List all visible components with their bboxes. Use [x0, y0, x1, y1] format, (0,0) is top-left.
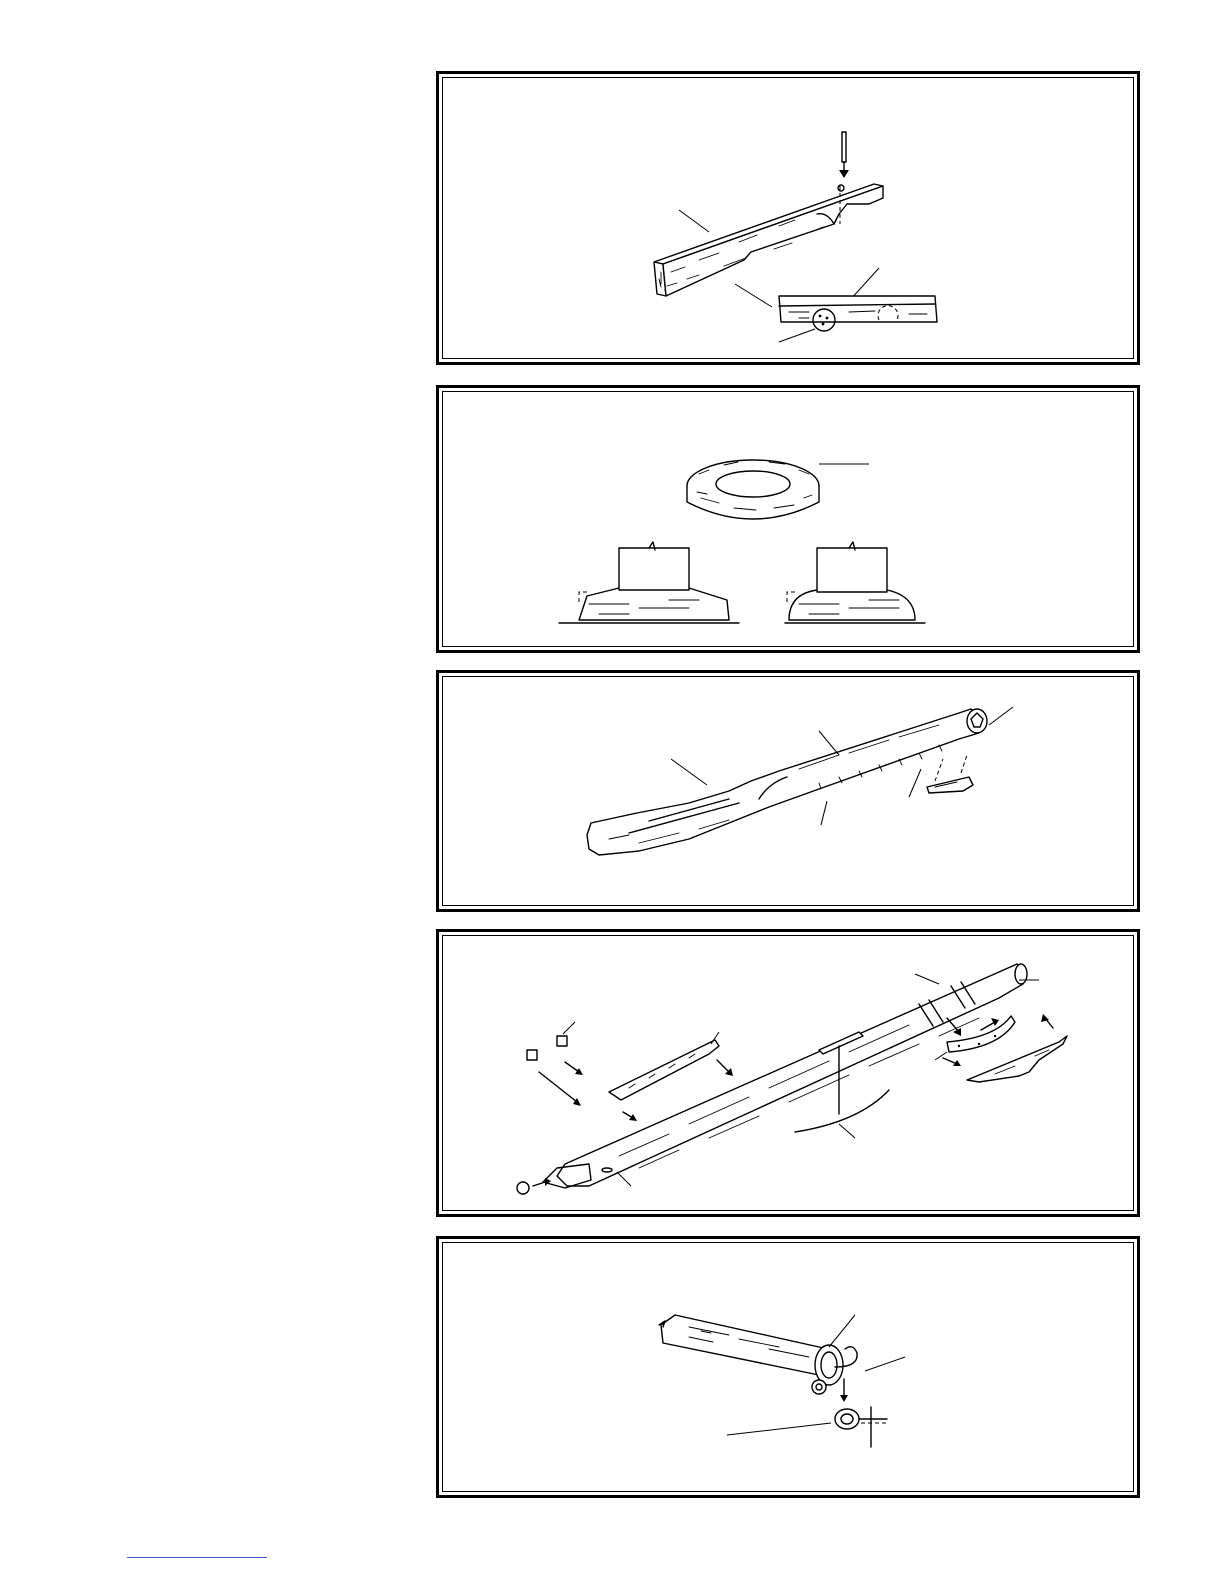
- arrow-down-icon: [839, 170, 849, 178]
- pin-icon: [842, 132, 846, 162]
- leader-line: [821, 801, 827, 825]
- arrow-icons: [533, 1014, 1053, 1186]
- hook-icon: [835, 1347, 857, 1367]
- leader-line: [909, 769, 921, 797]
- tongue-assembly-illustration: [439, 932, 1137, 1214]
- leader-line: [711, 1032, 719, 1044]
- leader-line: [727, 1423, 831, 1435]
- figure-panel-tongue: [436, 670, 1140, 912]
- leader-line: [735, 284, 772, 307]
- figure-panel-axletree: [436, 71, 1140, 365]
- tongue-illustration: [439, 673, 1137, 909]
- plate-icon: [557, 1036, 567, 1046]
- figure-panel-washer-ring: [436, 385, 1140, 653]
- leader-line: [839, 1124, 855, 1138]
- leader-line: [989, 707, 1013, 725]
- figure-panel-tongue-assembly: [436, 929, 1140, 1217]
- washer-ring-illustration: [439, 388, 1137, 650]
- leader-line: [915, 974, 939, 984]
- tongue-end-hook-illustration: [439, 1239, 1137, 1495]
- leader-line: [819, 731, 839, 755]
- leader-line: [935, 1052, 947, 1060]
- leader-line: [671, 759, 707, 785]
- leader-line: [829, 1315, 855, 1347]
- axletree-illustration: [439, 74, 1137, 362]
- clip-icon: [517, 1182, 529, 1194]
- footnote-rule: [127, 1557, 267, 1558]
- leader-line: [563, 1022, 575, 1034]
- ring-icon: [835, 1409, 859, 1429]
- leader-line: [679, 210, 709, 232]
- eye-bolt-icon: [812, 1380, 826, 1394]
- leader-line: [617, 1172, 631, 1186]
- arrow-down-icon: [840, 1395, 848, 1402]
- figure-panel-tongue-end-hook: [436, 1236, 1140, 1498]
- leader-line: [865, 1357, 905, 1371]
- plate-icon: [527, 1050, 537, 1060]
- leader-line: [779, 329, 815, 342]
- leader-line: [841, 268, 879, 310]
